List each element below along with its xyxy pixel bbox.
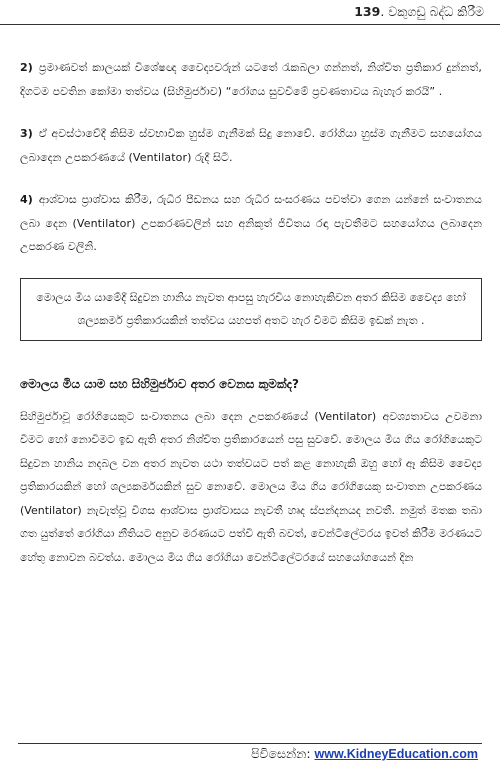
footer-visit [251,746,478,762]
page-number: 139 [354,4,381,19]
paragraph-text: ඒ අවස්ථාවේදී කිසිම ස්වභාවික හුස්ම ගැනීමක් සිදු නොවේ. රෝගියා හුස්ම ගැනීමට සහයෝගය ලබාදෙන උපකරණයේ (Ventilator) රුදී සිටී. [20,127,482,164]
notice-text: මොලය මිය යාමේදී සිදුවන හානිය නැවත ආපසු හැරවිය නොහැකිවන අතර කිසිම වෛද්‍ය හෝ ශල්‍යකර්ම ප්‍රතිකාරයකින් තත්වය යහපත් අතට හැර වීමට කිසිම ඉඩක් නැත . [36,290,466,327]
paragraph-2 [20,56,482,103]
paragraph-number: 2) [20,61,33,74]
paragraph-number: 3) [20,127,33,140]
paragraph-4 [20,188,482,259]
section-body: සිහිමුර්ජාවූ රෝගියෙකුට සංවාතනය ලබා දෙන උපකරණයේ (Ventilator) අවශ්‍යතාවය උවමනා වීමට හෝ නොවීමට ඉඩ ඇති අතර නිශ්චිත ප්‍රතිකාරයෙන් පසු සුවවේ. මොලය මිය ගිය රෝගියෙකුට සිදුවන හානිය නදබල වන අතර නැවත යථා තත්වයට පත් කළ නොහැකි ඔහු හෝ ඈ කිසිම වෛද්‍ය ප්‍රතිකාරයකින් හෝ ශල්‍යකර්මයකින් සුව නොවේ. මොලය මිය ගිය රෝගියෙකු සංවාතන උපකරණය (Ventilator) නැවැත්වූ විගස ආශ්වාස ප්‍රාශ්වාසය නැවතී හෘද ස්පන්දනයද නවතී. නමුත් මතක තබා ගත යුත්තේ රෝගියා නීතියට අනුව මරණයට පත්වී ඇති බවත්, වෙන්ටිලේටරය ඉවත් කිරීම මරණයට හේතු නොවන බවත්ය. මොලය මිය ගිය රෝගියා වෙන්ටිලේටරයේ සහයෝගයෙන් දින [20,409,482,565]
footer-label: පිවිසෙන්න: [251,746,311,761]
chapter-title: . වකුගඩු බද්ධ කිරීම [380,4,484,19]
paragraph-number: 4) [20,193,33,206]
website-link[interactable]: www.KidneyEducation.com [314,747,478,761]
paragraph-text: ප්‍රමාණවත් කාලයක් විශේෂඥ වෛද්‍යවරුන් යටතේ රැකබලා ගන්නත්, නිශ්චිත ප්‍රතිකාර දුන්නත්, දිගටම පවතින කෝමා තත්වය (සිහිමුර්ජාව) “රෝගය සුවවීමේ ප්‍රවණතාවය බැහැර කරයි” . [20,61,482,98]
footer-divider [18,743,482,744]
page-footer [0,743,500,763]
page-header [0,0,500,25]
paragraph-text: ආශ්වාස ප්‍රාශ්වාස කිරීම, රුධිර පීඩනය සහ රුධිර සංසරණය පවත්වා ගෙන යන්නේ සංවාතනය ලබා දෙන (Ventilator) උපකරණවලින් සහ අනිකුත් ජිවිතය රඳා පැවතීමට සහයෝගය ලබාදෙන උපකරණ වලිනි. [20,193,482,253]
section-heading: මොලය මිය යාම සහ සිහිමුර්ජාව අතර වෙනස කුමක්ද? [20,376,299,391]
notice-box [20,278,482,341]
page-content [20,56,482,570]
running-head [354,4,484,20]
paragraph-3 [20,122,482,169]
